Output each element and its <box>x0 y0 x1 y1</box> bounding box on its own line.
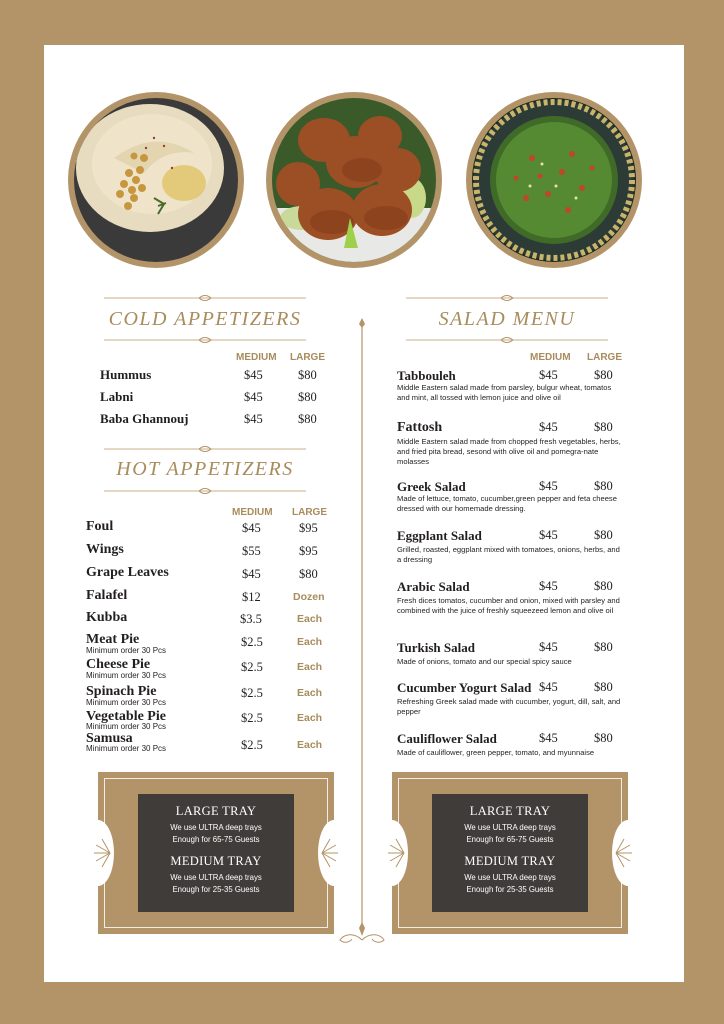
item-name: Cheese Pie <box>86 657 151 672</box>
item-name: Foul <box>86 519 114 534</box>
center-divider <box>352 316 372 938</box>
sunburst-icon <box>304 836 340 870</box>
item-description: Made of cauliflower, green pepper, tomato, and myunnaise <box>397 748 595 757</box>
item-large-price: $80 <box>594 528 613 542</box>
large-tray-title: LARGE TRAY <box>469 804 551 818</box>
item-medium-price: $45 <box>539 731 558 745</box>
item-name: Kubba <box>86 610 128 625</box>
item-large-price: $80 <box>299 567 318 581</box>
item-name: Tabbouleh <box>397 368 456 383</box>
salad-medium-header: MEDIUM <box>530 352 571 363</box>
hummus-bowl-image <box>74 98 238 262</box>
item-large-price: $95 <box>299 521 318 535</box>
item-medium-price: $45 <box>539 479 558 493</box>
ornament-rule <box>406 293 608 303</box>
item-description: Fresh dices tomatos, cucumber and onion, mixed with parsley and combined with the juice of freshly squeezeed lemon and olive oil <box>397 596 620 615</box>
item-medium-price: $3.5 <box>240 612 262 626</box>
item-description: Made of onions, tomato and our special spicy sauce <box>397 657 572 666</box>
item-name: Arabic Salad <box>397 579 470 594</box>
item-name: Baba Ghannouj <box>100 411 189 426</box>
item-medium-price: $45 <box>242 567 261 581</box>
item-medium-price: $45 <box>539 579 558 593</box>
medium-tray-line1: We use ULTRA deep trays <box>464 873 556 882</box>
item-large-unit: Each <box>297 712 323 724</box>
item-note: Minimum order 30 Pcs <box>86 646 167 655</box>
item-medium-price: $45 <box>244 390 263 404</box>
item-name: Wings <box>86 542 124 557</box>
item-large-unit: Dozen <box>293 591 325 603</box>
item-large-unit: Each <box>297 739 323 751</box>
cold-large-header: LARGE <box>290 352 325 363</box>
item-medium-price: $2.5 <box>241 711 263 725</box>
item-note: Minimum order 30 Pcs <box>86 722 167 731</box>
item-medium-price: $2.5 <box>241 738 263 752</box>
tray-info-box <box>138 794 294 912</box>
item-large-unit: Each <box>297 687 323 699</box>
item-large-price: $80 <box>594 731 613 745</box>
item-large-price: $80 <box>298 412 317 426</box>
medium-tray-line2: Enough for 25-35 Guests <box>172 885 260 894</box>
item-medium-price: $45 <box>244 412 263 426</box>
item-name: Samusa <box>86 731 133 746</box>
tray-info-box <box>432 794 588 912</box>
ornament-rule <box>406 335 608 345</box>
medium-tray-line1: We use ULTRA deep trays <box>170 873 262 882</box>
item-description: Middle Eastern salad made from chopped fresh vegetables, herbs, and fried pita bread, sesond with olive oil and pomegra-nate molasses <box>397 437 621 466</box>
item-description: Made of lettuce, tomato, cucumber,green pepper and feta cheese dressed with our homemade dressing. <box>397 494 617 513</box>
item-name: Cucumber Yogurt Salad <box>397 680 532 695</box>
item-large-price: $80 <box>594 420 613 434</box>
item-large-price: $95 <box>299 544 318 558</box>
item-large-unit: Each <box>297 661 323 673</box>
item-name: Labni <box>100 389 134 404</box>
item-name: Meat Pie <box>86 632 140 647</box>
large-tray-line2: Enough for 65-75 Guests <box>466 835 554 844</box>
item-name: Vegetable Pie <box>86 709 166 724</box>
large-tray-line1: We use ULTRA deep trays <box>464 823 556 832</box>
kubba-photo <box>266 92 442 268</box>
medium-tray-line2: Enough for 25-35 Guests <box>466 885 554 894</box>
hummus-photo <box>68 92 244 268</box>
item-name: Greek Salad <box>397 479 466 494</box>
item-name: Hummus <box>100 367 152 382</box>
large-tray-line1: We use ULTRA deep trays <box>170 823 262 832</box>
item-large-price: $80 <box>298 368 317 382</box>
bottom-flourish-icon <box>334 930 390 948</box>
salad-large-header: LARGE <box>587 352 622 363</box>
hot-appetizers-title: HOT APPETIZERS <box>116 458 294 480</box>
item-name: Grape Leaves <box>86 565 169 580</box>
large-tray-line2: Enough for 65-75 Guests <box>172 835 260 844</box>
tray-info-panel-left <box>98 772 334 934</box>
item-medium-price: $45 <box>539 640 558 654</box>
item-large-price: $80 <box>594 368 613 382</box>
hot-large-header: LARGE <box>292 507 327 518</box>
item-name: Fattosh <box>397 420 443 435</box>
item-description: Refreshing Greek salad made with cucumber, yogurt, dill, salt, and pepper <box>397 697 621 716</box>
sunburst-icon <box>598 836 634 870</box>
item-medium-price: $45 <box>244 368 263 382</box>
item-large-price: $80 <box>594 680 613 694</box>
large-tray-title: LARGE TRAY <box>175 804 257 818</box>
item-name: Eggplant Salad <box>397 528 482 543</box>
item-note: Minimum order 30 Pcs <box>86 698 167 707</box>
item-description: Grilled, roasted, eggplant mixed with tomatoes, onions, herbs, and a dressing <box>397 545 620 564</box>
item-large-price: $80 <box>594 579 613 593</box>
item-medium-price: $2.5 <box>241 660 263 674</box>
ornament-rule <box>104 486 306 496</box>
item-name: Cauliflower Salad <box>397 731 497 746</box>
item-medium-price: $45 <box>539 680 558 694</box>
ornament-rule <box>104 335 306 345</box>
medium-tray-title: MEDIUM TRAY <box>464 854 556 868</box>
fried-kubba-image <box>272 98 436 262</box>
item-medium-price: $45 <box>539 420 558 434</box>
medium-tray-title: MEDIUM TRAY <box>170 854 262 868</box>
item-large-price: $80 <box>298 390 317 404</box>
hot-medium-header: MEDIUM <box>232 507 273 518</box>
item-medium-price: $12 <box>242 590 261 604</box>
item-note: Minimum order 30 Pcs <box>86 744 167 753</box>
item-medium-price: $2.5 <box>241 635 263 649</box>
ornament-rule <box>104 444 306 454</box>
item-large-unit: Each <box>297 636 323 648</box>
item-large-price: $80 <box>594 640 613 654</box>
item-medium-price: $45 <box>242 521 261 535</box>
item-name: Turkish Salad <box>397 640 475 655</box>
item-medium-price: $45 <box>539 528 558 542</box>
tray-info-panel-right <box>392 772 628 934</box>
item-note: Minimum order 30 Pcs <box>86 671 167 680</box>
item-large-unit: Each <box>297 613 323 625</box>
item-description: Middle Eastern salad made from parsley, bulgur wheat, tomatos and mint, all tossed with lemon juice and olive oil <box>397 383 612 402</box>
sunburst-icon <box>92 836 128 870</box>
item-medium-price: $55 <box>242 544 261 558</box>
cold-medium-header: MEDIUM <box>236 352 277 363</box>
item-medium-price: $2.5 <box>241 686 263 700</box>
item-name: Spinach Pie <box>86 684 157 699</box>
salad-menu-title: SALAD MENU <box>438 308 576 330</box>
tabbouleh-photo <box>466 92 642 268</box>
item-large-price: $80 <box>594 479 613 493</box>
cold-appetizers-title: COLD APPETIZERS <box>108 308 302 330</box>
sunburst-icon <box>386 836 422 870</box>
tabbouleh-plate-image <box>472 98 636 262</box>
ornament-rule <box>104 293 306 303</box>
item-medium-price: $45 <box>539 368 558 382</box>
item-name: Falafel <box>86 588 128 603</box>
